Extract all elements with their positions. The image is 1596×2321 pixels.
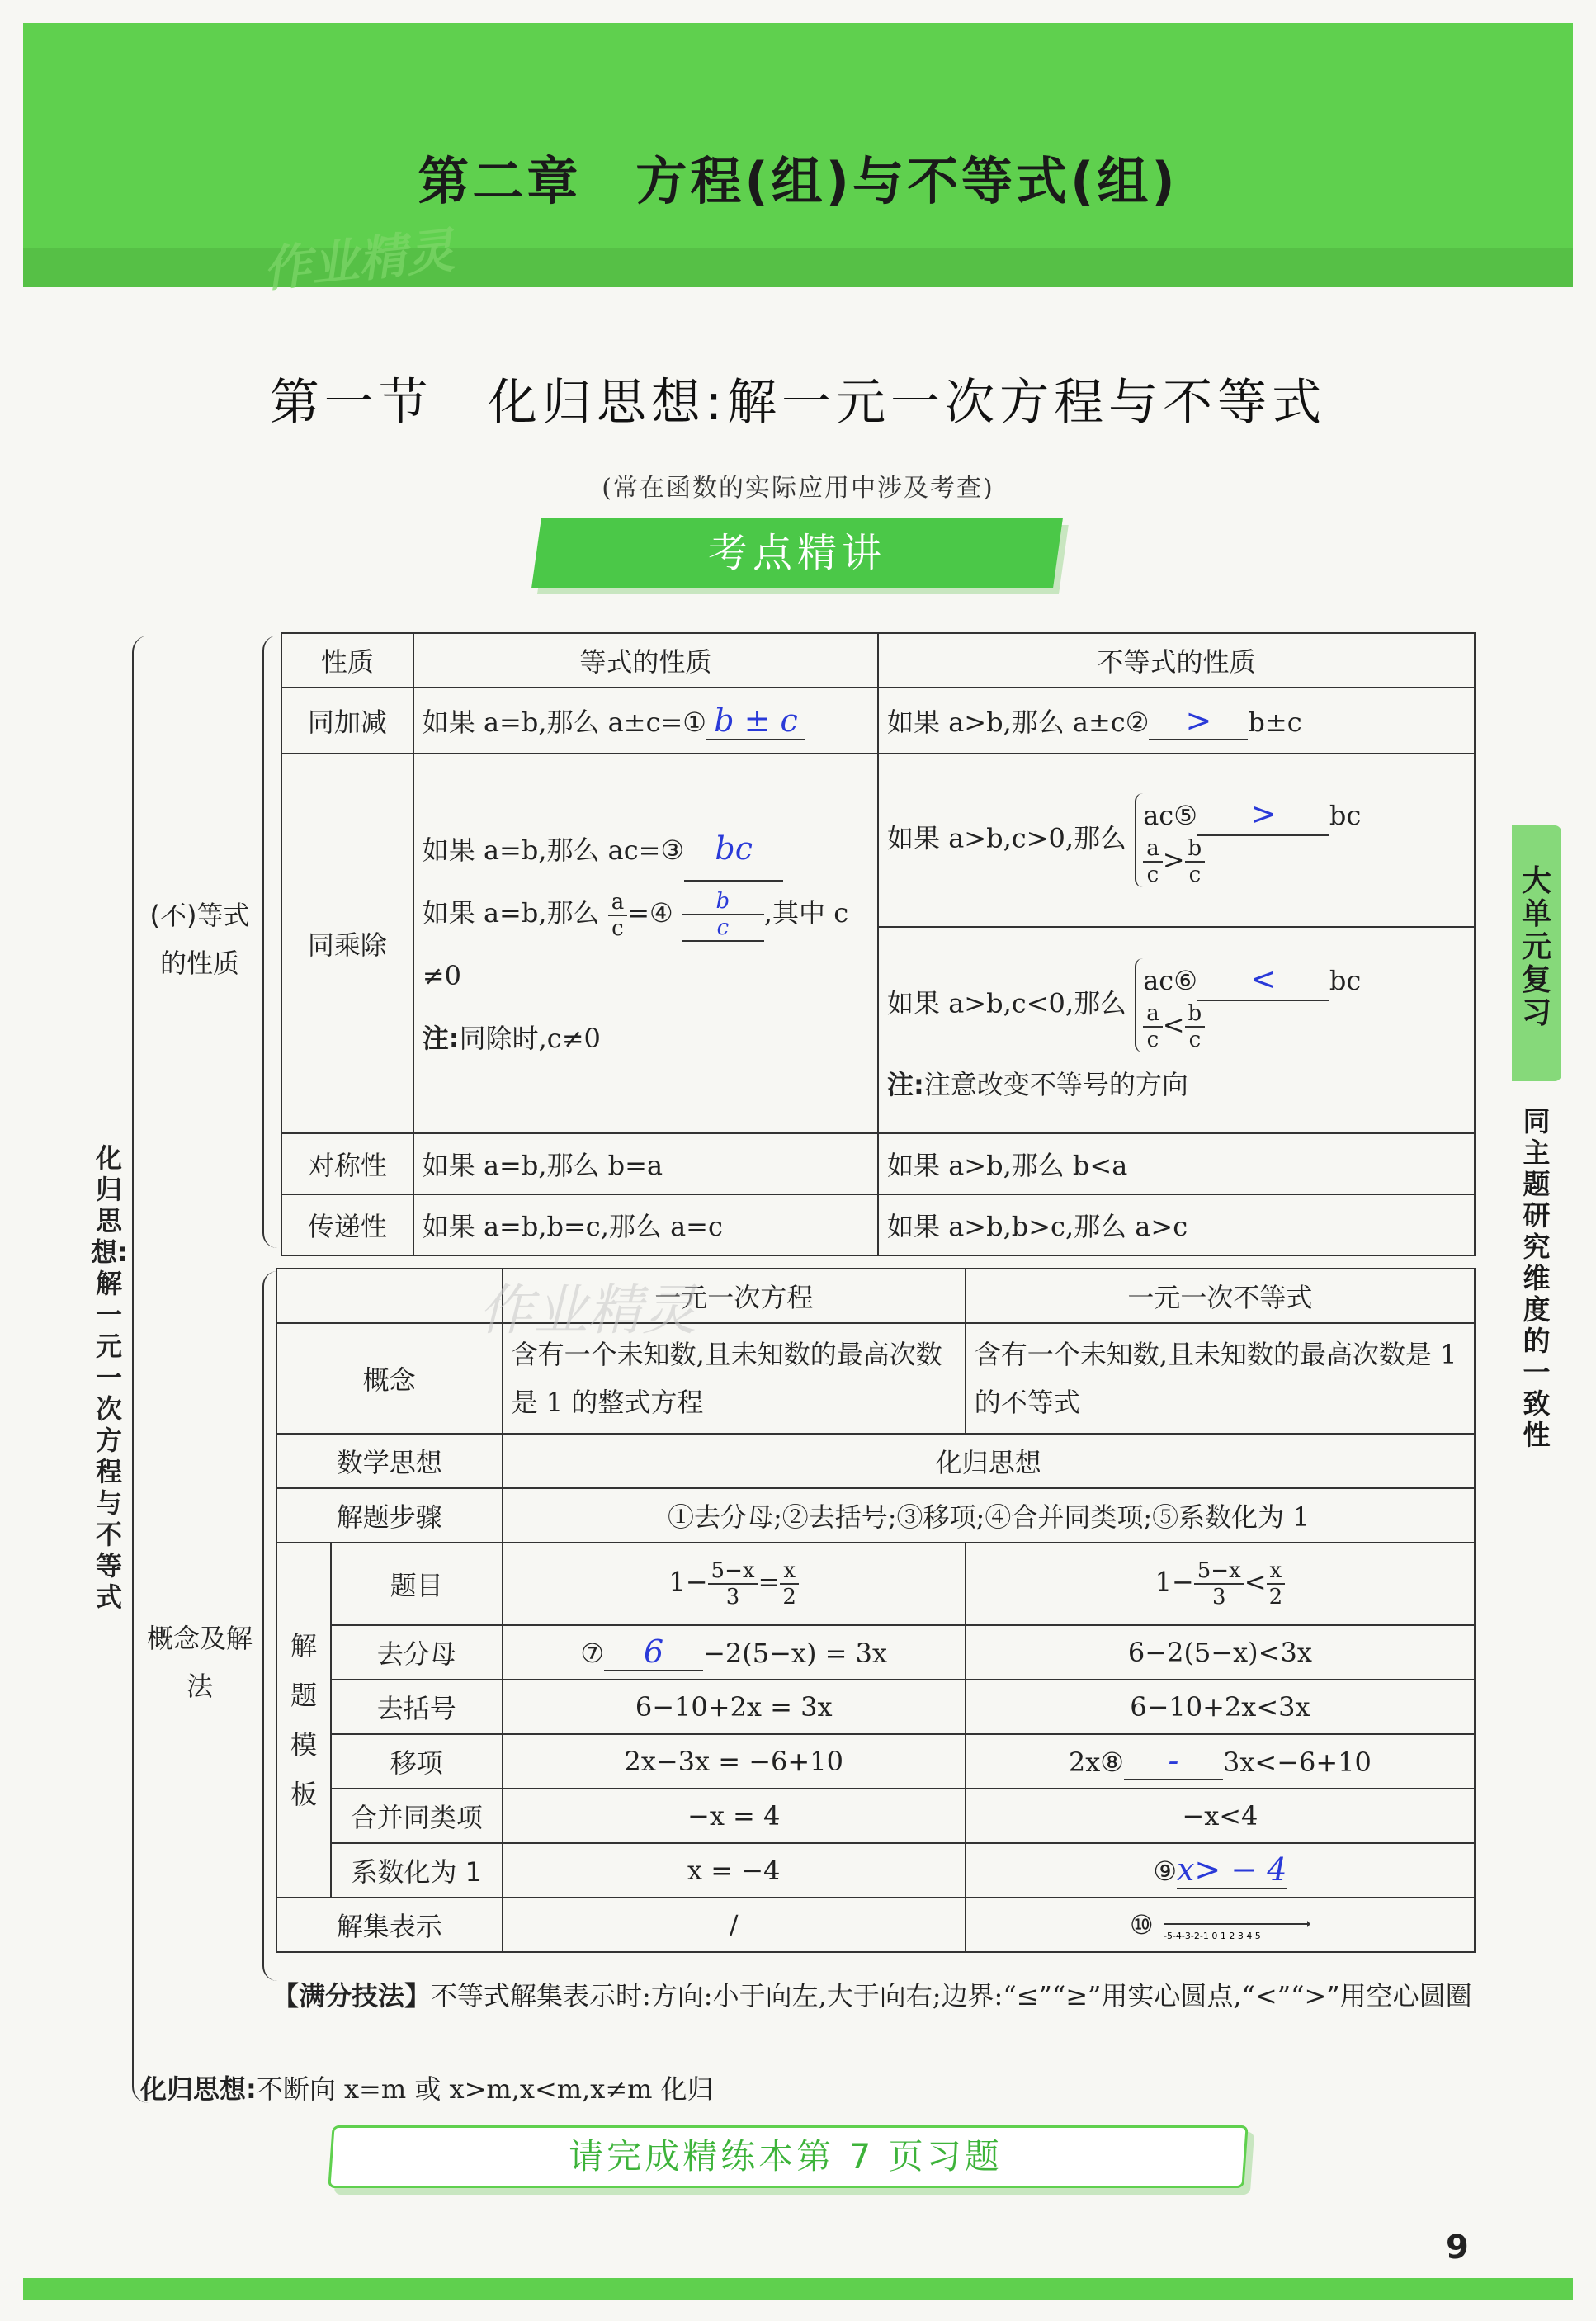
fraction-num: a xyxy=(1143,1001,1163,1028)
fraction-den: 2 xyxy=(1268,1585,1283,1610)
table-cell xyxy=(966,1734,1475,1789)
cell-text: > xyxy=(1162,844,1185,876)
fraction xyxy=(1185,1001,1206,1052)
page-number: 9 xyxy=(1446,2229,1469,2267)
blank-number: ⑦ xyxy=(580,1638,605,1669)
row-label: 传递性 xyxy=(281,1194,413,1255)
kaodian-label: 考点精讲 xyxy=(707,530,886,576)
table-header: 一元一次方程 xyxy=(503,1269,966,1323)
fraction-den: 3 xyxy=(725,1585,740,1610)
tip-box xyxy=(272,1973,1485,2019)
fraction xyxy=(1185,836,1206,887)
fraction-den: c xyxy=(716,915,730,940)
table-cell: / xyxy=(503,1898,966,1952)
fraction-den: c xyxy=(1146,1028,1159,1052)
number-line-svg xyxy=(1162,1912,1310,1940)
row-label: 解题步骤 xyxy=(276,1488,503,1543)
fraction xyxy=(708,1558,758,1610)
handwritten-answer: x> − 4 xyxy=(1177,1851,1287,1888)
cell-text: 如果 a>b,c>0,那么 xyxy=(887,822,1127,854)
watermark: 作业精灵 xyxy=(479,1279,696,1342)
fraction-num: x xyxy=(780,1558,799,1585)
case-line xyxy=(1143,958,1361,1001)
cell-text: 3x<−6+10 xyxy=(1222,1747,1372,1778)
note-text: 同除时,c≠0 xyxy=(459,1023,601,1054)
row-label: 题目 xyxy=(331,1543,503,1625)
row-label: 同加减 xyxy=(281,688,413,754)
table-cell: 6−10+2x<3x xyxy=(966,1680,1475,1734)
cell-text: 如果 a>b,那么 a±c② xyxy=(887,706,1150,738)
table-cell xyxy=(878,754,1475,927)
guihua-label: 化归思想: xyxy=(140,2073,257,2105)
group-label-concepts: 概念及解法 xyxy=(146,1623,253,1702)
table-header: 性质 xyxy=(281,633,413,688)
handwritten-answer: > xyxy=(1197,793,1329,836)
table-cell xyxy=(966,1898,1475,1952)
table-cell: 如果 a>b,那么 b<a xyxy=(878,1133,1475,1194)
table-cell xyxy=(413,688,878,754)
fraction-num: b xyxy=(1185,1001,1206,1028)
brace-main xyxy=(132,636,153,2103)
handwritten-answer: < xyxy=(1197,958,1329,1001)
table-cell: 化归思想 xyxy=(503,1434,1475,1488)
table-cell: −x<4 xyxy=(966,1789,1475,1843)
case-line xyxy=(1143,1001,1361,1052)
guihua-note xyxy=(140,2068,714,2106)
fraction-den: c xyxy=(1188,1028,1202,1052)
chapter-title: 第二章 方程(组)与不等式(组) xyxy=(418,151,1178,211)
cell-text: ,其中 c xyxy=(763,897,849,929)
chapter-header-shade xyxy=(23,248,1573,287)
cell-text: =④ xyxy=(627,897,673,929)
fraction-den: 3 xyxy=(1211,1585,1226,1610)
number-line xyxy=(1162,1912,1310,1940)
row-label: 同乘除 xyxy=(281,754,413,1133)
note-label: 注: xyxy=(422,1023,460,1054)
table-header: 不等式的性质 xyxy=(878,633,1475,688)
table-cell xyxy=(966,1543,1475,1625)
row-label: 去分母 xyxy=(331,1625,503,1680)
table-cell: 6−2(5−x)<3x xyxy=(966,1625,1475,1680)
methods-table xyxy=(276,1268,1476,1953)
case-line xyxy=(1143,793,1361,836)
table-cell: 6−10+2x = 3x xyxy=(503,1680,966,1734)
exercise-banner-text: 请完成精练本第 7 页习题 xyxy=(569,2136,1003,2177)
handwritten-answer: - xyxy=(1124,1742,1223,1780)
fraction xyxy=(1267,1558,1286,1610)
table-cell: 如果 a>b,b>c,那么 a>c xyxy=(878,1194,1475,1255)
fraction xyxy=(1143,836,1163,887)
properties-table xyxy=(281,632,1476,1256)
row-label: 系数化为 1 xyxy=(331,1843,503,1898)
footer-band xyxy=(23,2278,1573,2300)
fraction-num: 5−x xyxy=(708,1558,758,1585)
note-text: 注意改变不等号的方向 xyxy=(923,1069,1188,1100)
table-cell xyxy=(413,754,878,1133)
row-label: 去括号 xyxy=(331,1680,503,1734)
section-title: 第一节 化归思想:解一元一次方程与不等式 xyxy=(269,374,1327,432)
fraction-num: a xyxy=(608,890,628,916)
cell-text: = xyxy=(758,1566,781,1598)
group-label-properties: (不)等式的性质 xyxy=(149,900,250,979)
fraction-den: c xyxy=(1146,863,1159,887)
fraction xyxy=(608,890,628,941)
watermark: 作业精灵 xyxy=(260,222,457,298)
row-label: 对称性 xyxy=(281,1133,413,1194)
cell-text: 1 xyxy=(668,1566,686,1598)
fraction-num: a xyxy=(1143,836,1163,863)
table-cell: 如果 a=b,b=c,那么 a=c xyxy=(413,1194,878,1255)
fraction-den: 2 xyxy=(782,1585,796,1610)
side-tab-label: 大单元复习 xyxy=(1521,864,1551,1030)
section-note: (常在函数的实际应用中涉及考查) xyxy=(602,474,994,503)
handwritten-answer xyxy=(682,889,764,942)
row-label: 概念 xyxy=(276,1323,503,1434)
case-line xyxy=(1143,836,1361,887)
fraction xyxy=(780,1558,799,1610)
cell-text: < xyxy=(1162,1009,1185,1041)
cell-text: − xyxy=(685,1566,708,1598)
cell-line xyxy=(423,882,869,944)
cell-note xyxy=(423,1007,869,1070)
table-cell: 如果 a=b,那么 b=a xyxy=(413,1133,878,1194)
table-cell: x = −4 xyxy=(503,1843,966,1898)
cell-text: bc xyxy=(1329,800,1362,831)
template-label: 解题模板 xyxy=(276,1543,331,1898)
handwritten-answer: 6 xyxy=(604,1633,703,1671)
handwritten-answer: bc xyxy=(684,817,783,882)
cell-text: < xyxy=(1244,1566,1267,1598)
table-cell xyxy=(503,1543,966,1625)
blank-number: 2x⑧ xyxy=(1068,1747,1124,1778)
table-cell xyxy=(503,1625,966,1680)
case-brace xyxy=(1135,958,1361,1052)
fraction-num: b xyxy=(682,889,764,915)
cell-text: bc xyxy=(1329,965,1362,996)
blank-number: ⑩ xyxy=(1129,1908,1154,1940)
table-cell xyxy=(878,927,1475,1133)
handwritten-answer: > xyxy=(1149,702,1248,740)
handwritten-answer: b ± c xyxy=(706,702,805,740)
fraction xyxy=(1143,1001,1163,1052)
fraction-num: x xyxy=(1267,1558,1286,1585)
table-cell: −x = 4 xyxy=(503,1789,966,1843)
table-header: 等式的性质 xyxy=(413,633,878,688)
fraction-den: c xyxy=(611,915,624,941)
table-cell xyxy=(878,688,1475,754)
number-line-arrow xyxy=(1307,1921,1310,1927)
cell-text: −2(5−x) = 3x xyxy=(703,1638,887,1669)
side-subtitle: 同主题研究维度的一致性 xyxy=(1523,1105,1551,1451)
cell-text: 如果 a=b,那么 xyxy=(422,897,600,929)
cell-text: 如果 a=b,那么 ac=③ xyxy=(422,834,685,866)
cell-text: 如果 a=b,那么 a±c=① xyxy=(422,706,706,738)
cell-note xyxy=(887,1064,1466,1102)
table-corner xyxy=(276,1269,503,1323)
note-label: 注: xyxy=(887,1069,924,1100)
table-cell: ①去分母;②去括号;③移项;④合并同类项;⑤系数化为 1 xyxy=(503,1488,1475,1543)
blank-number: ⑨ xyxy=(1153,1855,1177,1887)
main-topic-label: 化归思想:解一元一次方程与不等式 xyxy=(91,1142,128,1613)
table-header: 一元一次不等式 xyxy=(966,1269,1475,1323)
fraction-num: b xyxy=(1185,836,1206,863)
cell-text: ac⑥ xyxy=(1143,965,1197,996)
number-line-ticks: -5-4-3-2-1 0 1 2 3 4 5 xyxy=(1163,1931,1261,1941)
row-label: 合并同类项 xyxy=(331,1789,503,1843)
cell-line xyxy=(423,817,869,882)
table-cell xyxy=(966,1843,1475,1898)
table-cell: 含有一个未知数,且未知数的最高次数是 1 的整式方程 xyxy=(503,1323,966,1434)
fraction-den: c xyxy=(1188,863,1202,887)
cell-text: 1 xyxy=(1155,1566,1172,1598)
cell-text: ac⑤ xyxy=(1143,800,1197,831)
row-label: 数学思想 xyxy=(276,1434,503,1488)
table-cell: 2x−3x = −6+10 xyxy=(503,1734,966,1789)
cell-text: − xyxy=(1171,1566,1194,1598)
fraction-num: 5−x xyxy=(1194,1558,1244,1585)
guihua-text: 不断向 x=m 或 x>m,x<m,x≠m 化归 xyxy=(256,2073,714,2105)
tip-text: 不等式解集表示时:方向:小于向左,大于向右;边界:“≤”“≥”用实心圆点,“<”“>”用空心圆圈 xyxy=(431,1980,1472,2011)
row-label: 移项 xyxy=(331,1734,503,1789)
case-brace xyxy=(1135,793,1361,887)
cell-text: 如果 a>b,c<0,那么 xyxy=(887,987,1127,1019)
row-label: 解集表示 xyxy=(276,1898,503,1952)
tip-label: 【满分技法】 xyxy=(272,1980,432,2011)
cell-line: ≠0 xyxy=(422,960,461,991)
fraction xyxy=(1194,1558,1244,1610)
cell-text: b±c xyxy=(1248,706,1302,738)
table-cell: 含有一个未知数,且未知数的最高次数是 1 的不等式 xyxy=(966,1323,1475,1434)
